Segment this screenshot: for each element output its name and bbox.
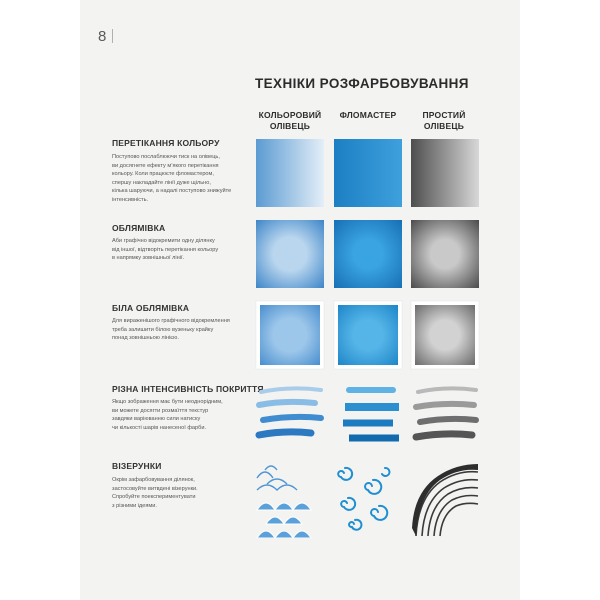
page-title: ТЕХНІКИ РОЗФАРБОВУВАННЯ [255, 76, 469, 91]
row-title-patterns: ВІЗЕРУНКИ [112, 461, 162, 471]
row-text-patterns: Окрім зафарбовування ділянок, застосовуйте витвдені візерунки. Спробуйте поекспериментувати з різними ідеями. [112, 477, 198, 509]
swatch-intensity-colored-pencil [255, 380, 325, 450]
swatch-white-outline-colored-pencil [255, 300, 325, 370]
row-title-color-blend: ПЕРЕТІКАННЯ КОЛЬОРУ [112, 138, 220, 148]
swatch-outline-graphite [410, 219, 480, 289]
swatch-blend-graphite [410, 138, 480, 208]
row-title-outline: ОБЛЯМІВКА [112, 223, 166, 233]
column-header-marker: ФЛОМАСТЕР [339, 110, 397, 120]
swatch-intensity-marker [333, 380, 403, 450]
column-header-simple-pencil: ПРОСТИЙ ОЛІВЕЦЬ [422, 110, 466, 131]
swatch-outline-colored-pencil [255, 219, 325, 289]
row-text-outline: Аби графічно відокремити одну ділянку від іншої, відтворіть перетікання кольору в напрямку зовнішньої лінії. [112, 238, 219, 262]
column-header-colored-pencil: КОЛЬОРОВИЙ ОЛІВЕЦЬ [258, 110, 322, 131]
swatch-outline-marker [333, 219, 403, 289]
row-text-coverage-intensity: Якщо зображення має бути неоднорідним, ви можете досягти розмаїття текстур завдяки варіюванню сили натиску чи кількості шарів нанесеної фарби. [112, 399, 223, 431]
row-text-color-blend: Поступово послаблюючи тиск на олівець, ви досягнете ефекту м’якого перетікання кольору. Коли працюєте фломастером, спершу накладайте лінії дуже щільно, кілька шаруючи, а надалі поступово знижуйте інтенсивність. [112, 154, 232, 203]
swatch-intensity-graphite [410, 380, 480, 450]
row-title-white-outline: БІЛА ОБЛЯМІВКА [112, 303, 190, 313]
swatch-white-outline-graphite [410, 300, 480, 370]
swatch-blend-colored-pencil [255, 138, 325, 208]
row-text-white-outline: Для вираженішого графічного відокремлення треба залишити білою вузеньку крайку понад зовнішньою лінією. [112, 318, 230, 342]
row-title-coverage-intensity: РІЗНА ІНТЕНСИВНІСТЬ ПОКРИТТЯ [112, 384, 264, 394]
swatch-pattern-waves [410, 458, 480, 538]
swatch-blend-marker [333, 138, 403, 208]
swatch-white-outline-marker [333, 300, 403, 370]
swatch-pattern-spirals [333, 458, 403, 538]
swatch-pattern-scales [255, 458, 325, 538]
page-number: 8 [98, 28, 113, 45]
